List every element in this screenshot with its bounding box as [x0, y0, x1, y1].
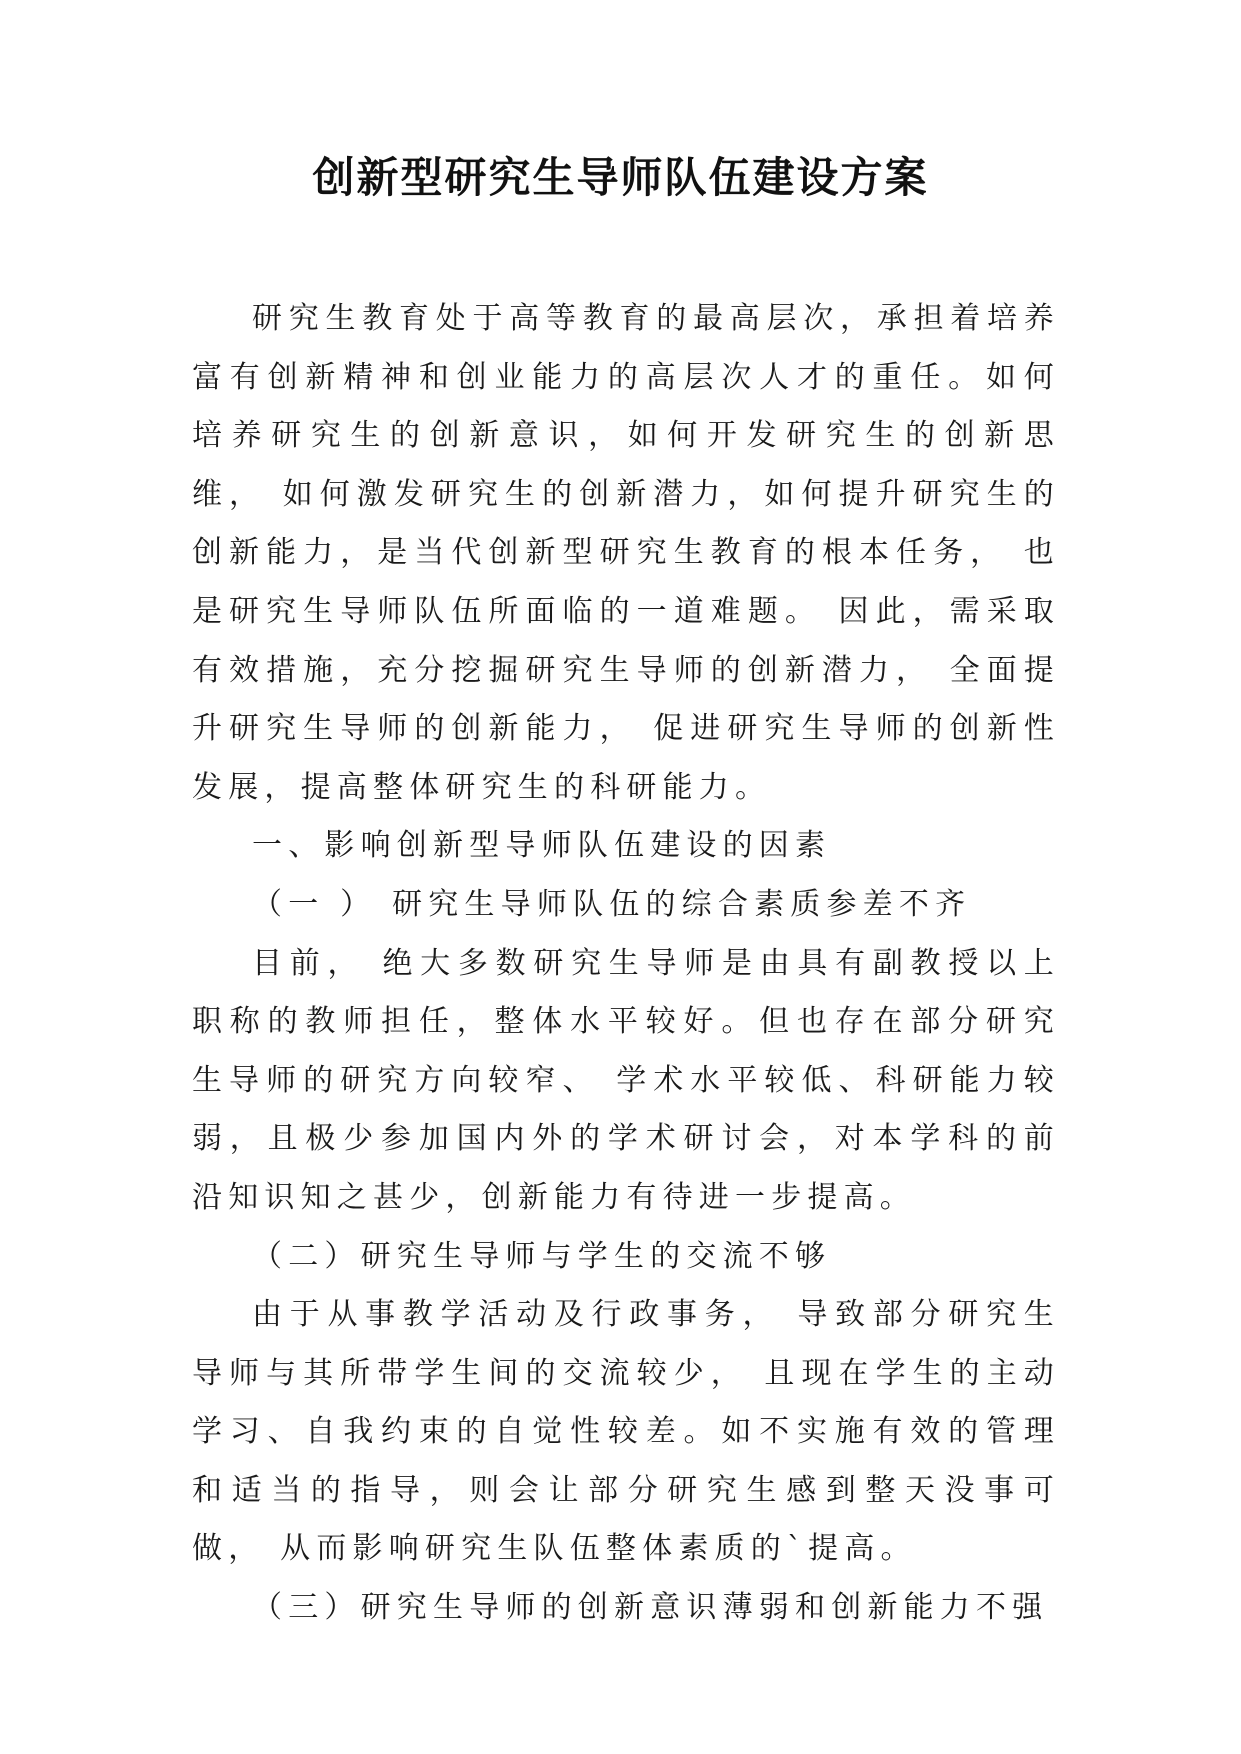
subsection-heading-1: （一 ） 研究生导师队伍的综合素质参差不齐 — [252, 886, 972, 922]
paragraph-subsection-2: 由于从事教学活动及行政事务， 导致部分研究生导师与其所带学生间的交流较少， 且现在学生的主动学习、自我约束的自觉性较差。如不实施有效的管理和适当的指导，则会让部分研究生感到整天没事可做， 从而影响研究生队伍整体素质的`提高。 — [192, 1297, 1060, 1567]
document-title: 创新型研究生导师队伍建设方案 — [312, 153, 929, 202]
document-body — [192, 290, 1060, 1638]
paragraph-subsection-1: 目前， 绝大多数研究生导师是由具有副教授以上职称的教师担任，整体水平较好。但也存在部分研究生导师的研究方向较窄、 学术水平较低、科研能力较弱，且极少参加国内外的学术研讨会，对本学科的前沿知识知之甚少，创新能力有待进一步提高。 — [192, 945, 1060, 1215]
paragraph-intro: 研究生教育处于高等教育的最高层次，承担着培养富有创新精神和创业能力的高层次人才的重任。如何培养研究生的创新意识，如何开发研究生的创新思维， 如何激发研究生的创新潜力，如何提升研究生的创新能力，是当代创新型研究生教育的根本任务， 也是研究生导师队伍所面临的一道难题。 因此，需采取有效措施，充分挖掘研究生导师的创新潜力， 全面提升研究生导师的创新能力， 促进研究生导师的创新性发展，提高整体研究生的科研能力。 — [192, 301, 1060, 805]
subsection-heading-2: （二）研究生导师与学生的交流不够 — [252, 1238, 832, 1274]
section-heading-1: 一、影响创新型导师队伍建设的因素 — [252, 828, 832, 864]
subsection-heading-3: （三）研究生导师的创新意识薄弱和创新能力不强 — [252, 1590, 1049, 1626]
